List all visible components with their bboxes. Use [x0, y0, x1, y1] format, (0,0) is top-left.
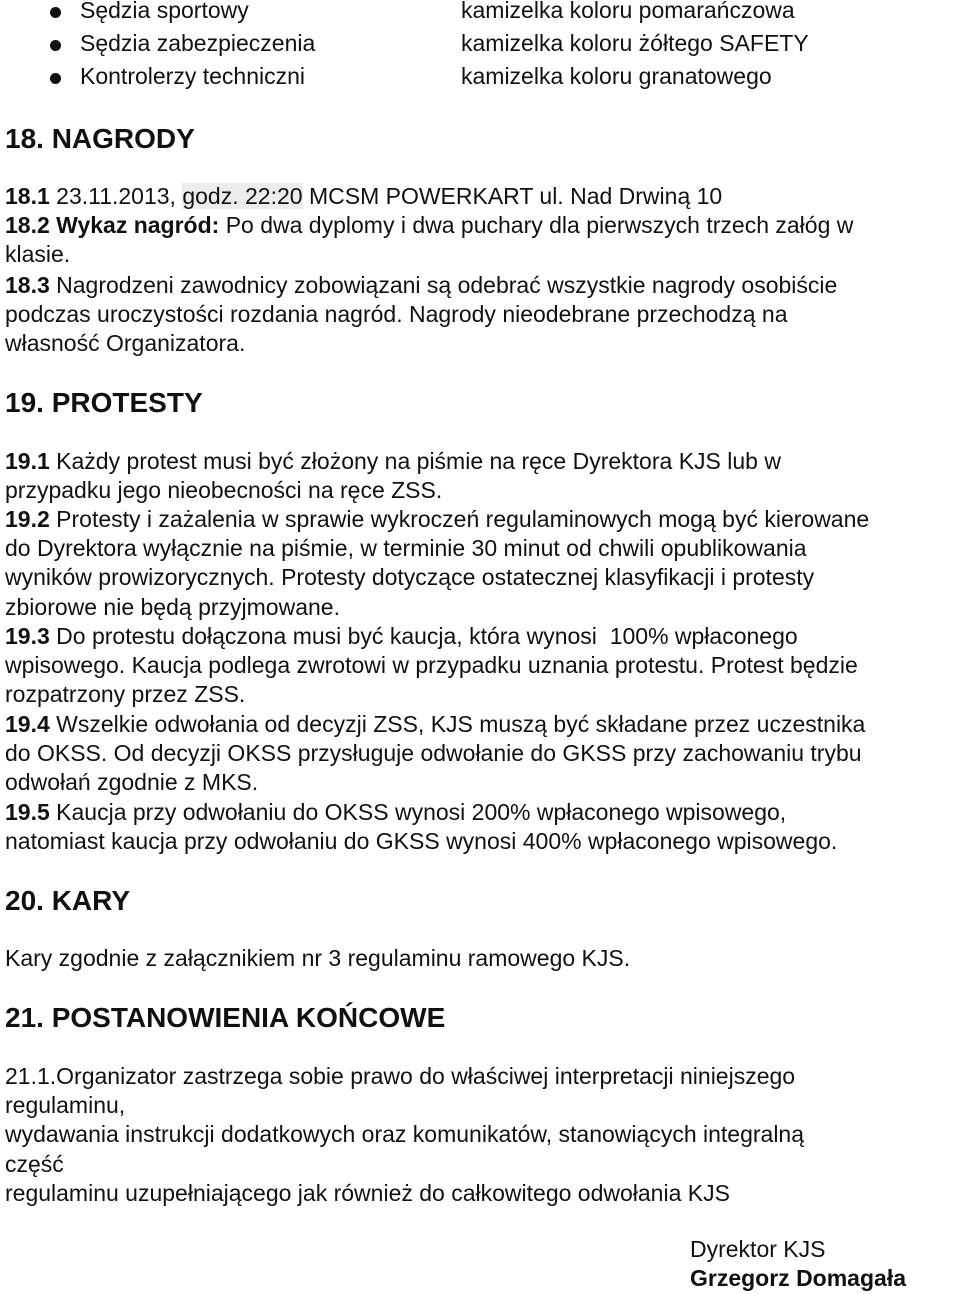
role-description: kamizelka koloru granatowego: [461, 63, 772, 89]
text-line: wydawania instrukcji dodatkowych oraz komunikatów, stanowiących integralną: [5, 1121, 805, 1148]
paragraph-number: 19.2: [5, 506, 50, 532]
paragraph-text: Kaucja przy odwołaniu do OKSS wynosi 200% wpłaconego wpisowego,: [49, 799, 787, 825]
paragraph-text: Do protestu dołączona musi być kaucja, która wynosi 100% wpłaconego: [49, 623, 798, 649]
bullet-icon: [50, 7, 61, 18]
paragraph-number: 18.3: [5, 272, 50, 298]
bullet-icon: [50, 73, 61, 84]
text-line: do OKSS. Od decyzji OKSS przysługuje odwołanie do GKSS przy zachowaniu trybu: [5, 740, 862, 767]
paragraph-text: Wszelkie odwołania od decyzji ZSS, KJS muszą być składane przez uczestnika: [49, 711, 866, 737]
list-item: [5, 27, 955, 60]
role-name: Kontrolerzy techniczni: [80, 63, 305, 89]
text-line: [5, 710, 955, 739]
paragraph-21-1: [5, 1062, 955, 1208]
section-heading-kary: 20. KARY: [5, 885, 131, 916]
text-line: własność Organizatora.: [5, 330, 246, 357]
paragraph-19-3: [5, 622, 955, 710]
section-heading-postanowienia: 21. POSTANOWIENIA KOŃCOWE: [5, 1002, 446, 1033]
role-name: Sędzia zabezpieczenia: [80, 30, 316, 56]
paragraph-18-3: [5, 271, 955, 359]
text-line: podczas uroczystości rozdania nagród. Nagrody nieodebrane przechodzą na: [5, 301, 788, 328]
text-line: część: [5, 1150, 64, 1177]
role-name: Sędzia sportowy: [80, 0, 249, 23]
text-line: [5, 622, 955, 651]
section-heading-protesty: 19. PROTESTY: [5, 387, 203, 418]
paragraph-number: 18.1: [5, 183, 50, 209]
text-line: wpisowego. Kaucja podlega zwrotowi w przypadku uznania protestu. Protest będzie: [5, 652, 858, 679]
paragraph-text: Nagrodzeni zawodnicy zobowiązani są odebrać wszystkie nagrody osobiście: [49, 272, 838, 298]
paragraph-text: MCSM POWERKART ul. Nad Drwiną 10: [302, 183, 723, 209]
paragraph-text: Każdy protest musi być złożony na piśmie na ręce Dyrektora KJS lub w: [49, 448, 781, 474]
text-line: rozpatrzony przez ZSS.: [5, 681, 246, 708]
section-heading-nagrody: 18. NAGRODY: [5, 123, 195, 154]
paragraph-20: Kary zgodnie z załącznikiem nr 3 regulaminu ramowego KJS.: [5, 945, 631, 971]
paragraph-text: Protesty i zażalenia w sprawie wykroczeń regulaminowych mogą być kierowane: [49, 506, 870, 532]
paragraph-number: 19.1: [5, 448, 50, 474]
role-description: kamizelka koloru pomarańczowa: [461, 0, 795, 23]
text-line: regulaminu,: [5, 1092, 126, 1119]
paragraph-text: 23.11.2013,: [49, 183, 183, 209]
text-line: regulaminu uzupełniającego jak również do całkowitego odwołania KJS: [5, 1179, 730, 1206]
paragraph-number: 19.3: [5, 623, 50, 649]
highlighted-time: godz. 22:20: [182, 183, 303, 209]
signature-name: Grzegorz Domagała: [690, 1265, 906, 1291]
role-description: kamizelka koloru żółtego SAFETY: [461, 30, 809, 56]
text-line: [5, 271, 955, 300]
text-line: klasie.: [5, 241, 71, 268]
paragraph-19-1: [5, 447, 955, 505]
paragraph-text: Po dwa dyplomy i dwa puchary dla pierwszych trzech załóg w: [219, 212, 854, 238]
paragraph-number: 18.2: [5, 212, 50, 238]
list-item: [5, 60, 955, 93]
paragraph-19-4: [5, 710, 955, 798]
paragraph-19-5: [5, 798, 955, 856]
text-line: wyników prowizorycznych. Protesty dotyczące ostatecznej klasyfikacji i protesty: [5, 564, 815, 591]
text-line: do Dyrektora wyłącznie na piśmie, w terminie 30 minut od chwili opublikowania: [5, 535, 807, 562]
paragraph-18-2: [5, 211, 955, 269]
signature-block: [690, 1235, 906, 1293]
text-line: [5, 182, 955, 211]
bullet-icon: [50, 40, 61, 51]
signature-title: Dyrektor KJS: [690, 1236, 826, 1262]
document-page: [5, 0, 955, 1294]
text-line: odwołań zgodnie z MKS.: [5, 769, 259, 796]
text-line: [5, 505, 955, 534]
list-item: [5, 0, 955, 27]
text-line: zbiorowe nie będą przyjmowane.: [5, 593, 340, 620]
role-list: [5, 0, 955, 93]
text-line: [5, 447, 955, 476]
paragraph-number: 19.5: [5, 799, 50, 825]
text-line: przypadku jego nieobecności na ręce ZSS.: [5, 477, 443, 504]
paragraph-label: Wykaz nagród:: [49, 212, 220, 238]
paragraph-19-2: [5, 505, 955, 622]
text-line: 21.1.Organizator zastrzega sobie prawo do właściwej interpretacji niniejszego: [5, 1063, 796, 1089]
text-line: [5, 211, 955, 240]
text-line: natomiast kaucja przy odwołaniu do GKSS wynosi 400% wpłaconego wpisowego.: [5, 828, 838, 855]
paragraph-18-1: [5, 182, 955, 211]
text-line: [5, 798, 955, 827]
paragraph-number: 19.4: [5, 711, 50, 737]
